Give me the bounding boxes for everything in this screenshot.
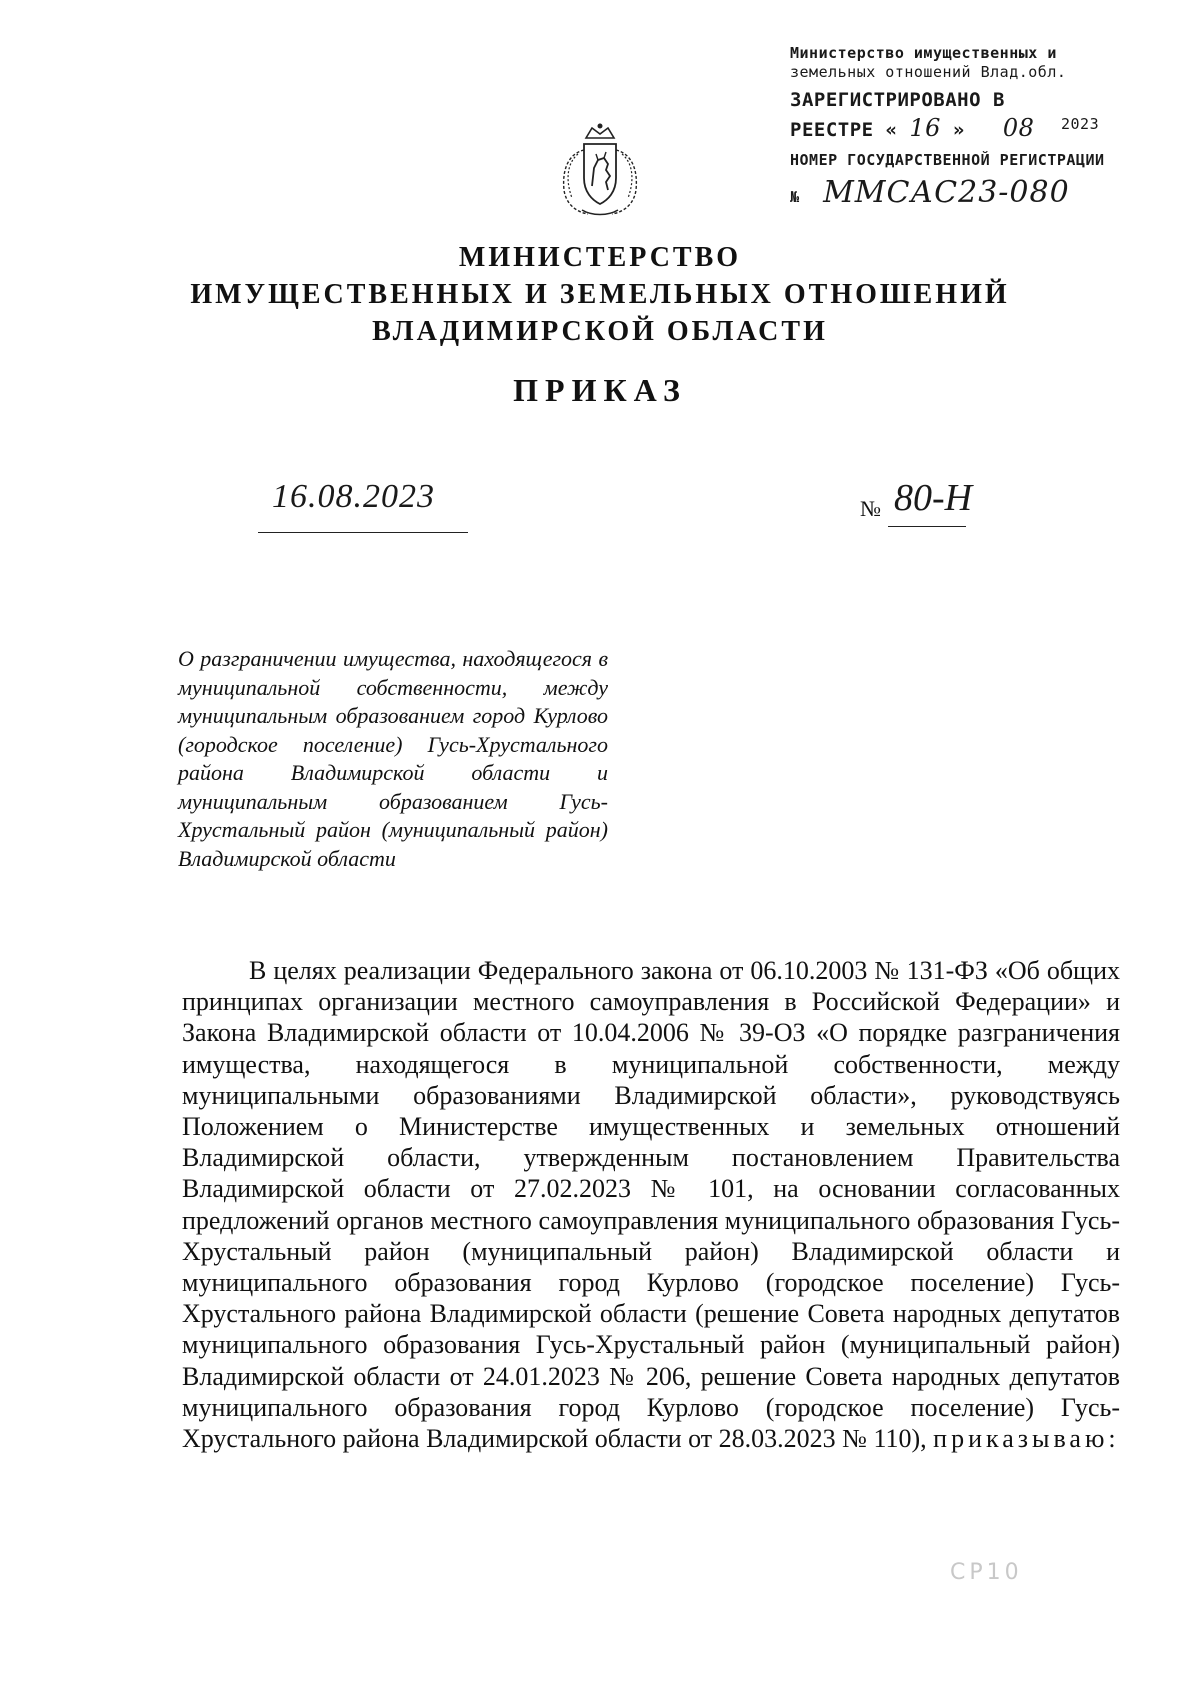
date-underline — [258, 532, 468, 533]
registration-stamp — [790, 44, 1130, 212]
stamp-number-sign: № — [790, 187, 800, 206]
document-title: ПРИКАЗ — [513, 372, 687, 408]
body-text: В целях реализации Федерального закона от 06.10.2003 № 131-ФЗ «Об общих принципах организации местного самоуправления в Российской Федерации» и Закона Владимирской области от 10.04.2006 № 39-ОЗ «О порядке разграничения имущества, находящегося в муниципальной собственности, между муниципальными образованиями Владимирской области», руководствуясь Положением о Министерстве имущественных и земельных отношений Владимирской области, утвержденным постановлением Правительства Владимирской области от 27.02.2023 № 101, на основании согласованных предложений органов местного самоуправления муниципального образования Гусь-Хрустальный район (муниципальный район) Владимирской области и муниципального образования город Курлово (городское поселение) Гусь-Хрустального района Владимирской области (решение Совета народных депутатов муниципального образования Гусь-Хрустальный район (муниципальный район) Владимирской области от 24.01.2023 № 206, решение Совета народных депутатов муниципального образования город Курлово (городское поселение) Гусь-Хрустального района Владимирской области от 28.03.2023 № 110), — [182, 956, 1120, 1454]
stamp-year: 2023 — [1061, 114, 1100, 133]
ministry-line-1: МИНИСТЕРСТВО — [458, 242, 742, 273]
stamp-quote-close: » — [952, 118, 965, 141]
stamp-registry-date — [790, 113, 1130, 141]
order-subject: О разграничении имущества, находящегося в муниципальной собственности, между муниципальным образованием город Курлово (городское поселение) Гусь-Хрустального района Владимирской области и муниципальным образованием Гусь-Хрустальный район (муниципальный район) Владимирской области — [178, 646, 608, 871]
stamp-day-handwritten: 16 — [909, 113, 941, 142]
order-date-handwritten: 16.08.2023 — [272, 478, 435, 515]
faint-footer-mark: СР10 — [950, 1560, 1023, 1585]
order-closing-word: приказываю: — [933, 1424, 1120, 1454]
stamp-line-1: Министерство имущественных и — [790, 44, 1057, 62]
number-underline — [888, 526, 966, 527]
ministry-line-3: ВЛАДИМИРСКОЙ ОБЛАСТИ — [372, 315, 828, 347]
stamp-line-2: земельных отношений Влад.обл. — [790, 63, 1067, 82]
stamp-month-handwritten: 08 — [1002, 113, 1035, 142]
stamp-registry-label: РЕЕСТРЕ « — [790, 118, 898, 141]
order-body-paragraph — [182, 955, 1120, 1454]
stamp-reg-number-label: НОМЕР ГОСУДАРСТВЕННОЙ РЕГИСТРАЦИИ — [790, 150, 1105, 169]
stamp-reg-number — [790, 174, 1130, 212]
order-number-handwritten: 80-Н — [894, 477, 973, 519]
stamp-number-handwritten: ММСАС23-080 — [823, 174, 1070, 210]
stamp-registered: ЗАРЕГИСТРИРОВАНО В — [790, 89, 1005, 112]
number-sign: № — [860, 496, 881, 521]
ministry-line-2: ИМУЩЕСТВЕННЫХ И ЗЕМЕЛЬНЫХ ОТНОШЕНИЙ — [190, 278, 1010, 310]
coat-of-arms-emblem — [548, 120, 652, 220]
ministry-header — [0, 240, 1200, 351]
